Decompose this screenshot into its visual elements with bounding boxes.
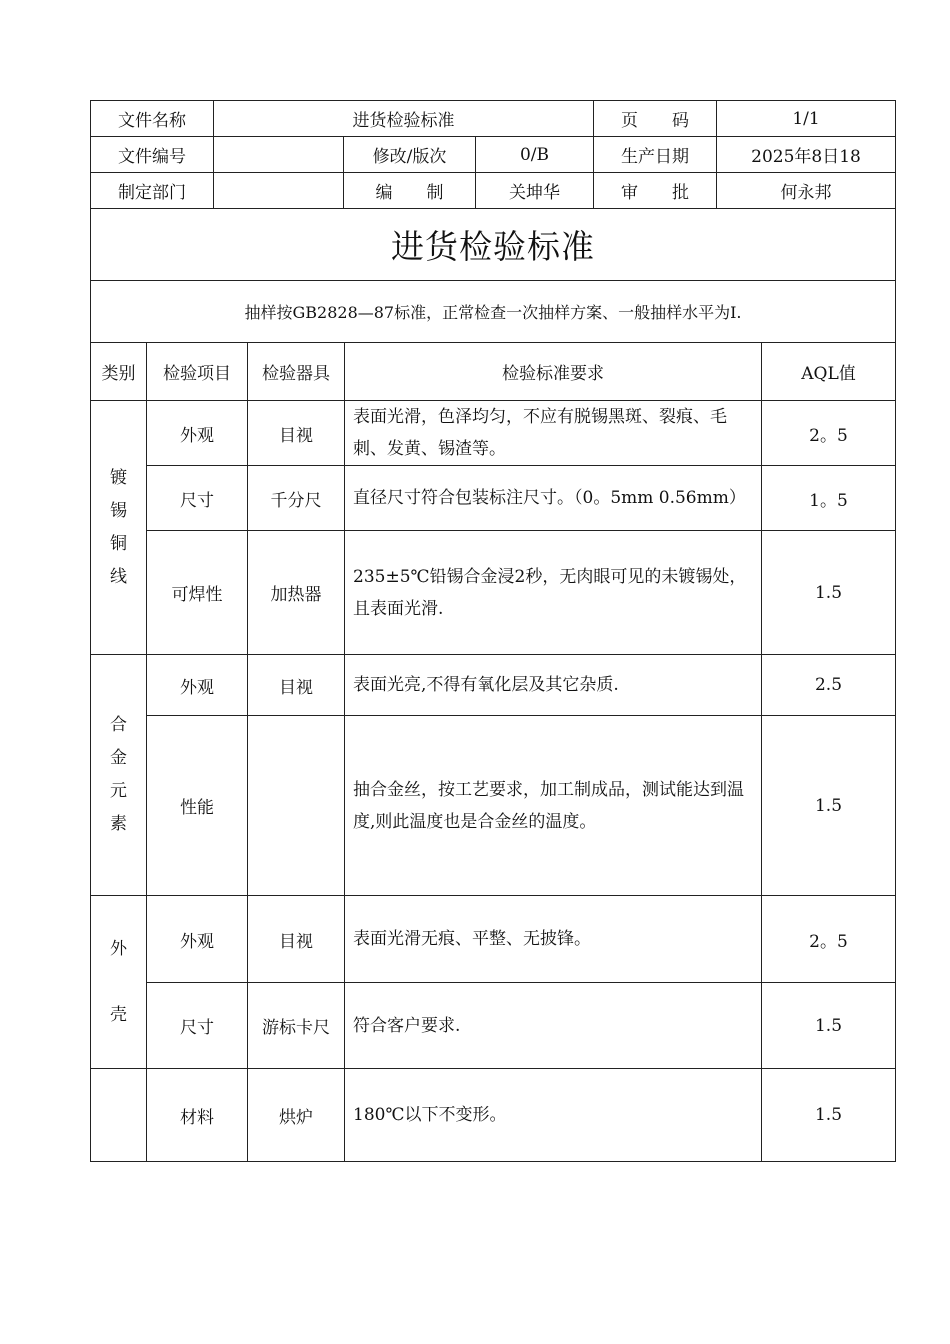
- inspection-item: 外观: [147, 655, 248, 716]
- category-char: 金: [110, 748, 127, 768]
- sampling-note: 抽样按GB2828—87标准，正常检查一次抽样方案、一般抽样水平为I.: [91, 281, 896, 343]
- category-char: 铜: [110, 533, 127, 554]
- requirement: 235±5℃铅锡合金浸2秒，无肉眼可见的未镀锡处，且表面光滑.: [345, 531, 762, 655]
- category-char: 镀: [110, 467, 127, 488]
- header-row-3: [91, 173, 896, 209]
- table-row: [91, 401, 896, 466]
- aql-value: 1.5: [762, 1069, 896, 1162]
- production-date-value: 2025年8日18: [717, 137, 896, 173]
- category-cell: [91, 1069, 147, 1162]
- file-no-label: 文件编号: [91, 137, 214, 173]
- production-date-label: 生产日期: [594, 137, 717, 173]
- category-cell: [91, 655, 147, 896]
- header-row-1: [91, 101, 896, 137]
- aql-value: 1.5: [762, 716, 896, 896]
- column-header-aql: AQL值: [762, 343, 896, 401]
- aql-value: 2。5: [762, 401, 896, 466]
- requirement: 直径尺寸符合包装标注尺寸。（0。5mm 0.56mm）: [345, 466, 762, 531]
- inspection-tool: 目视: [248, 655, 345, 716]
- inspection-tool: 千分尺: [248, 466, 345, 531]
- category-char: 线: [110, 566, 127, 587]
- approver-label: 审 批: [594, 173, 717, 209]
- document-header-table: [90, 100, 896, 209]
- department-label: 制定部门: [91, 173, 214, 209]
- column-header-row: [91, 343, 896, 401]
- file-name-value: 进货检验标准: [214, 101, 594, 137]
- file-no-value: [214, 137, 344, 173]
- category-char: 外: [110, 938, 127, 959]
- inspection-item: 性能: [147, 716, 248, 896]
- category-char: [91, 966, 146, 999]
- column-header-requirement: 检验标准要求: [345, 343, 762, 401]
- department-value: [214, 173, 344, 209]
- table-row: [91, 983, 896, 1069]
- author-value: 关坤华: [476, 173, 594, 209]
- file-name-label: 文件名称: [91, 101, 214, 137]
- category-char: 元: [110, 781, 127, 801]
- requirement: 表面光滑，色泽均匀，不应有脱锡黑斑、裂痕、毛刺、发黄、锡渣等。: [345, 401, 762, 466]
- aql-value: 2。5: [762, 896, 896, 983]
- requirement: 抽合金丝，按工艺要求，加工制成品，测试能达到温度,则此温度也是合金丝的温度。: [345, 716, 762, 896]
- inspection-item: 可焊性: [147, 531, 248, 655]
- category-cell: [91, 896, 147, 1069]
- category-char: 素: [110, 814, 127, 834]
- approver-value: 何永邦: [717, 173, 896, 209]
- column-header-tool: 检验器具: [248, 343, 345, 401]
- page-label: 页 码: [594, 101, 717, 137]
- table-row: [91, 531, 896, 655]
- revision-value: 0/B: [476, 137, 594, 173]
- inspection-tool: 加热器: [248, 531, 345, 655]
- category-char: 壳: [110, 1004, 127, 1025]
- category-cell: [91, 401, 147, 655]
- inspection-tool: 烘炉: [248, 1069, 345, 1162]
- inspection-table: [90, 208, 896, 1162]
- requirement: 表面光滑无痕、平整、无披锋。: [345, 896, 762, 983]
- header-row-2: [91, 137, 896, 173]
- inspection-item: 外观: [147, 896, 248, 983]
- column-header-item: 检验项目: [147, 343, 248, 401]
- category-char: 锡: [110, 500, 127, 521]
- aql-value: 1。5: [762, 466, 896, 531]
- inspection-tool: [248, 716, 345, 896]
- aql-value: 2.5: [762, 655, 896, 716]
- intro-row: [91, 281, 896, 343]
- inspection-item: 尺寸: [147, 983, 248, 1069]
- author-label: 编 制: [344, 173, 476, 209]
- table-row: [91, 1069, 896, 1162]
- table-row: [91, 466, 896, 531]
- requirement: 表面光亮,不得有氧化层及其它杂质.: [345, 655, 762, 716]
- aql-value: 1.5: [762, 983, 896, 1069]
- inspection-tool: 目视: [248, 896, 345, 983]
- inspection-item: 材料: [147, 1069, 248, 1162]
- table-row: [91, 716, 896, 896]
- inspection-table-body: [91, 209, 896, 1162]
- revision-label: 修改/版次: [344, 137, 476, 173]
- column-header-category: 类别: [91, 343, 147, 401]
- aql-value: 1.5: [762, 531, 896, 655]
- title-row: [91, 209, 896, 281]
- inspection-item: 外观: [147, 401, 248, 466]
- category-char: 合: [110, 715, 127, 735]
- table-row: [91, 896, 896, 983]
- inspection-item: 尺寸: [147, 466, 248, 531]
- document-title: 进货检验标准: [91, 209, 896, 281]
- requirement: 180℃以下不变形。: [345, 1069, 762, 1162]
- requirement: 符合客户要求.: [345, 983, 762, 1069]
- page-value: 1/1: [717, 101, 896, 137]
- inspection-tool: 游标卡尺: [248, 983, 345, 1069]
- table-row: [91, 655, 896, 716]
- inspection-tool: 目视: [248, 401, 345, 466]
